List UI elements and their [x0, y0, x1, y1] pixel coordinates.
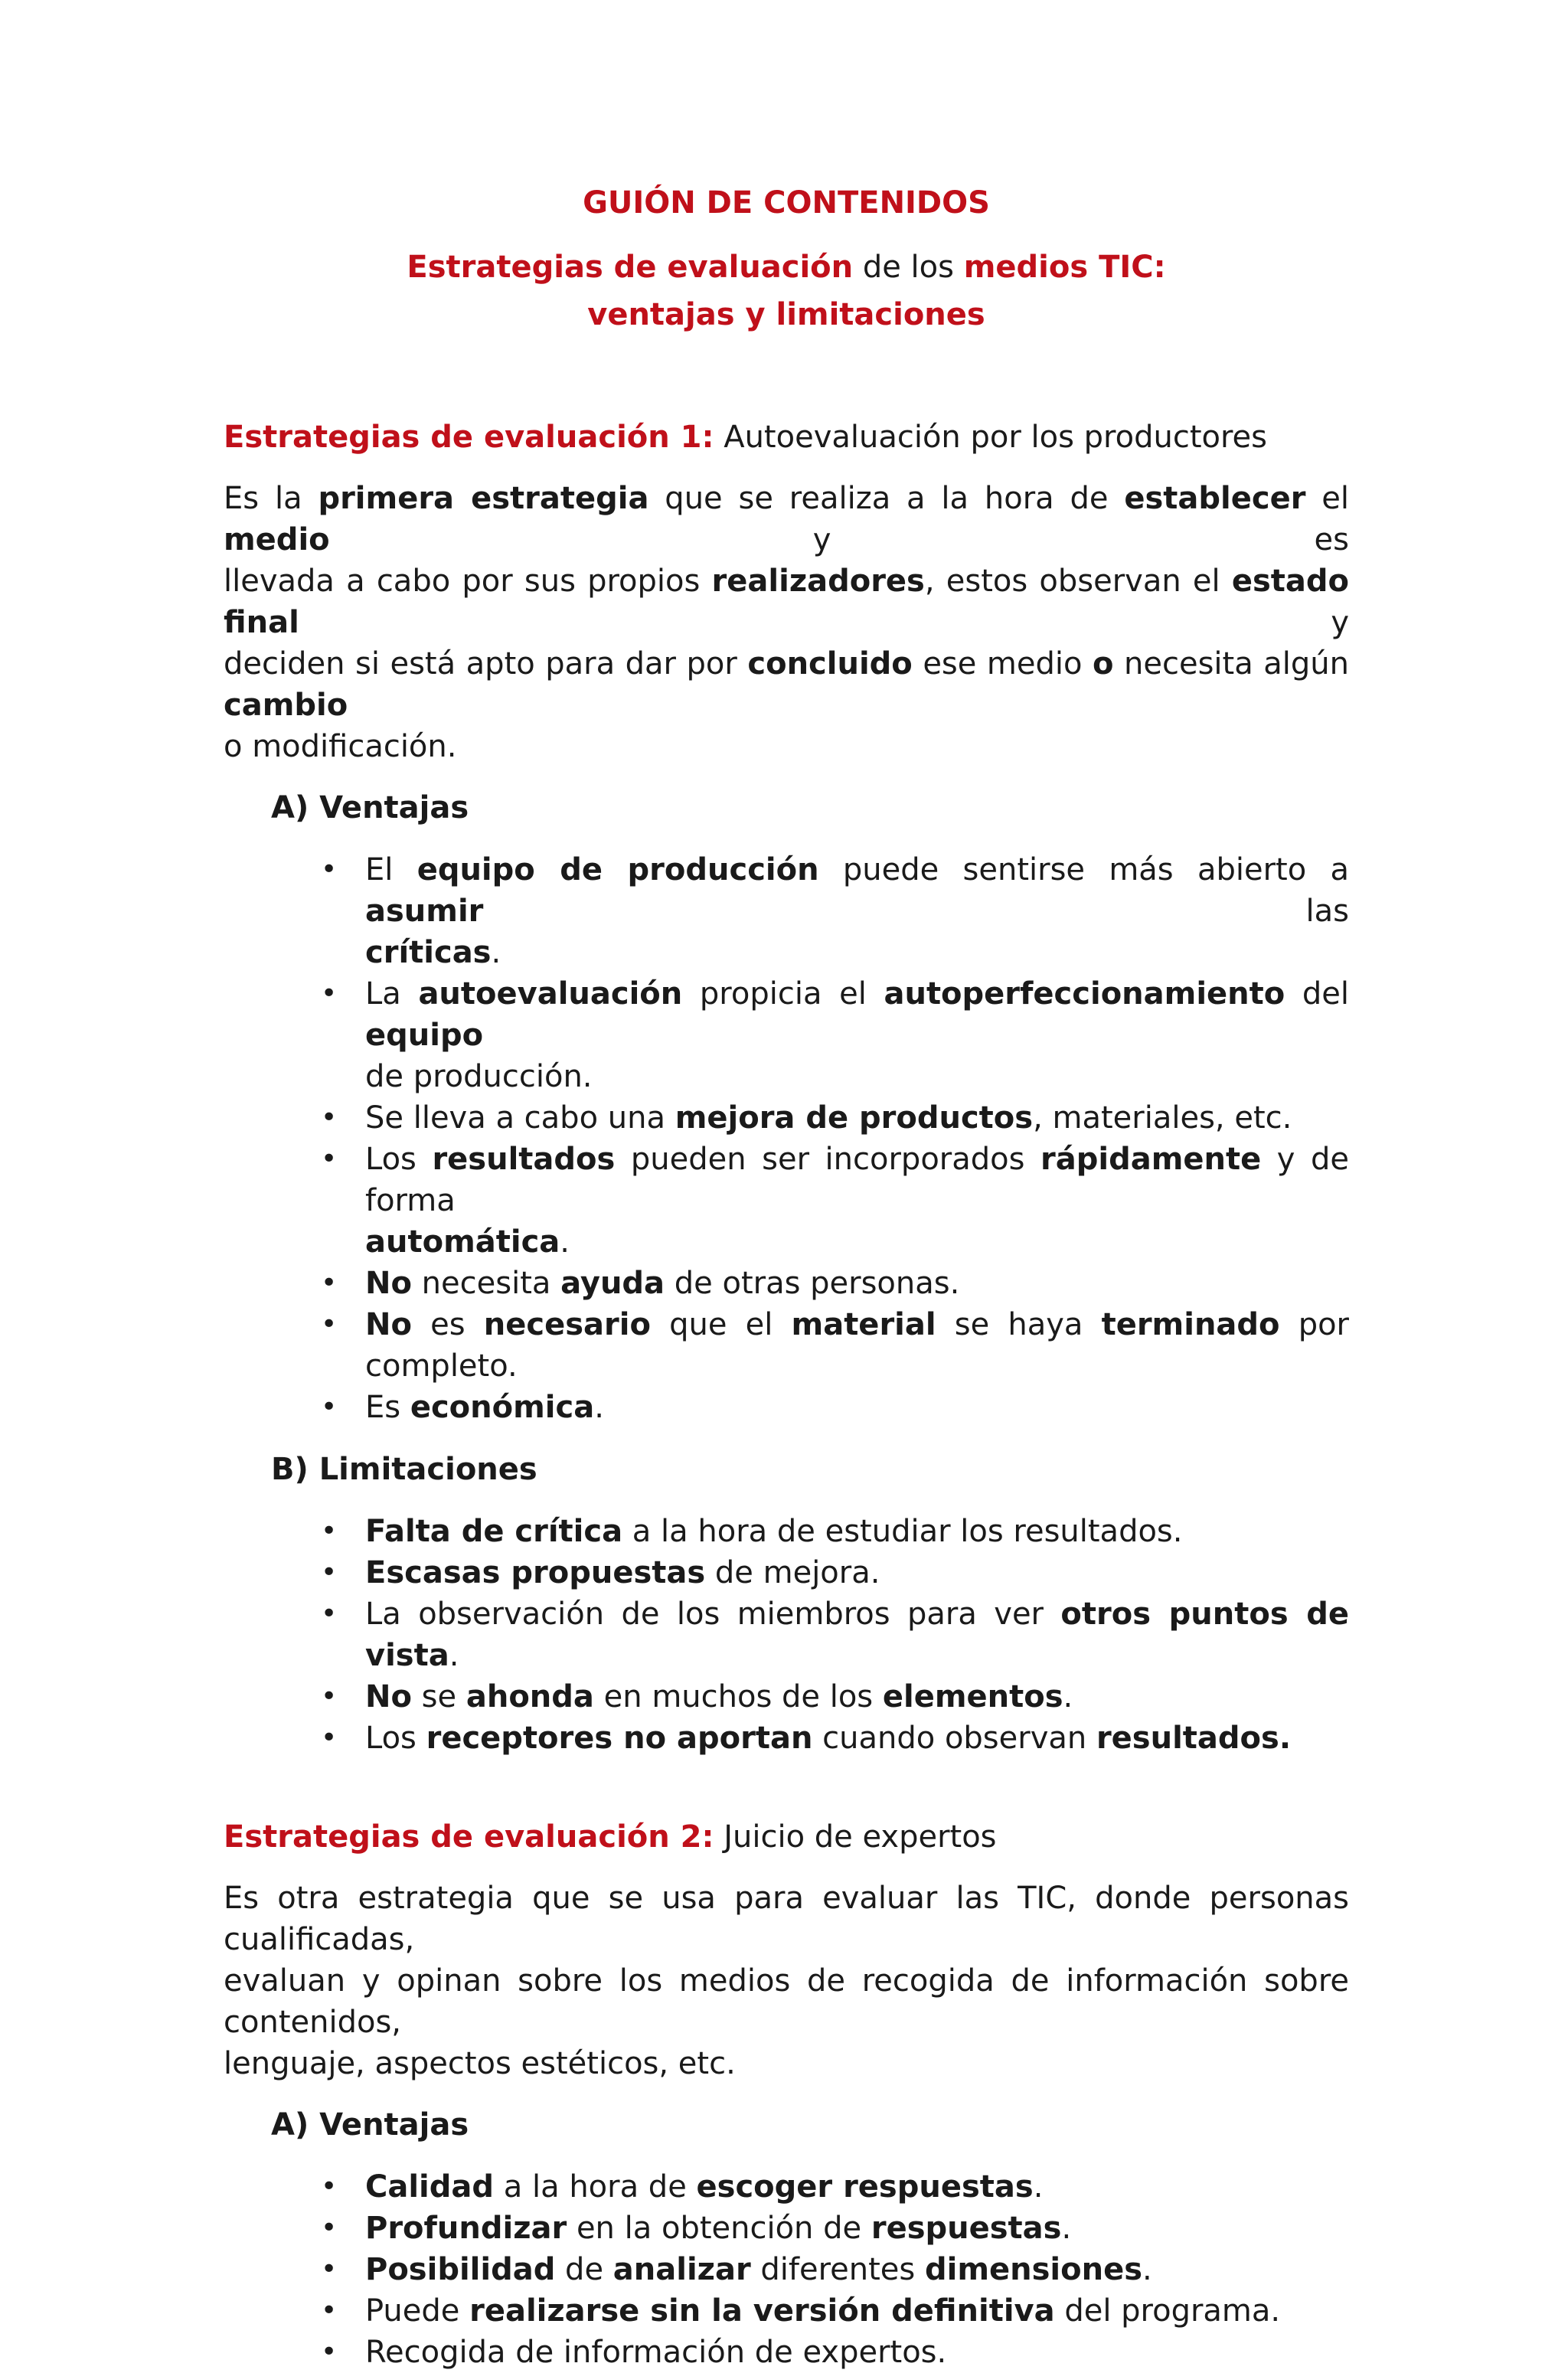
- bold-text: realizadores: [711, 564, 925, 599]
- bullet-item: [321, 2166, 1349, 2208]
- bold-text: necesario: [483, 1307, 651, 1342]
- bold-text: material: [791, 1307, 936, 1342]
- bullet-line: El equipo de producción puede sentirse más abierto a asumir las: [365, 852, 1349, 929]
- bullet-icon: •: [321, 2171, 338, 2202]
- bullet-icon: •: [321, 1267, 338, 1299]
- bold-text: establecer: [1124, 481, 1306, 516]
- bullet-icon: •: [321, 1557, 338, 1588]
- section-2-advantages-heading: A) Ventajas: [271, 2107, 469, 2143]
- bullet-icon: •: [321, 2336, 338, 2368]
- bold-text: escoger respuestas: [696, 2169, 1034, 2205]
- bold-text: Profundizar: [365, 2211, 567, 2246]
- bullet-line: Recogida de información de expertos.: [365, 2335, 947, 2370]
- bold-text: medio: [224, 522, 330, 557]
- bullet-item: [321, 1263, 1349, 1304]
- bold-text: No: [365, 1307, 412, 1342]
- bullet-icon: •: [321, 854, 338, 885]
- bold-text: respuestas: [871, 2211, 1062, 2246]
- bullet-line: Calidad a la hora de escoger respuestas.: [365, 2169, 1044, 2205]
- paragraph-line: llevada a cabo por sus propios realizadores, estos observan el estado final y: [224, 564, 1349, 640]
- section-2-heading: Estrategias de evaluación 2: Juicio de expertos: [224, 1819, 997, 1855]
- bold-text: o: [1093, 646, 1114, 682]
- section-1-advantages-list: [224, 849, 1349, 1428]
- bullet-item: [321, 1552, 1349, 1593]
- bullet-icon: •: [321, 2212, 338, 2244]
- section-1-limitations-list: [224, 1511, 1349, 1759]
- bullet-item: [321, 1139, 1349, 1263]
- section-1-intro: [224, 478, 1349, 767]
- bullet-line: No se ahonda en muchos de los elementos.: [365, 1679, 1073, 1714]
- bold-text: otros puntos de vista: [365, 1597, 1350, 1673]
- paragraph-line: Es la primera estrategia que se realiza a la hora de establecer el medio y es: [224, 481, 1350, 557]
- bold-text: analizar: [612, 2252, 751, 2287]
- bullet-icon: •: [321, 2295, 338, 2326]
- subtitle-line-2: ventajas y limitaciones: [587, 297, 985, 332]
- bold-text: rápidamente: [1040, 1142, 1262, 1177]
- bold-text: Posibilidad: [365, 2252, 556, 2287]
- bullet-icon: •: [321, 978, 338, 1009]
- bold-text: críticas: [365, 935, 492, 970]
- bold-text: receptores no aportan: [426, 1721, 813, 1756]
- bullet-item: [321, 1387, 1349, 1428]
- bullet-icon: •: [321, 1102, 338, 1133]
- bold-text: No: [365, 1266, 412, 1301]
- bullet-line: Escasas propuestas de mejora.: [365, 1555, 880, 1590]
- bullet-line: La observación de los miembros para ver otros puntos de vista.: [365, 1597, 1350, 1673]
- bullet-item: [321, 1097, 1349, 1139]
- bullet-icon: •: [321, 1309, 338, 1340]
- bold-text: elementos: [882, 1679, 1063, 1714]
- bold-text: Falta de crítica: [365, 1514, 623, 1549]
- bullet-line: Se lleva a cabo una mejora de productos, materiales, etc.: [365, 1100, 1292, 1136]
- bold-text: realizarse sin la versión definitiva: [469, 2293, 1055, 2329]
- bold-text: resultados.: [1096, 1721, 1292, 1756]
- bullet-line: Es económica.: [365, 1390, 604, 1425]
- bold-text: cambio: [224, 688, 348, 723]
- paragraph-line: Es otra estrategia que se usa para evaluar las TIC, donde personas cualificadas,: [224, 1881, 1349, 1957]
- bullet-icon: •: [321, 1515, 338, 1547]
- bold-text: No: [365, 1679, 412, 1714]
- section-1-advantages-heading: A) Ventajas: [271, 790, 469, 825]
- bullet-item: [321, 2249, 1349, 2290]
- bold-text: económica: [410, 1390, 595, 1425]
- section-2-intro: [224, 1878, 1349, 2084]
- bullet-item: [321, 1511, 1349, 1552]
- bullet-icon: •: [321, 2254, 338, 2285]
- document-subtitle: [224, 244, 1349, 338]
- bold-text: ahonda: [466, 1679, 594, 1714]
- bullet-icon: •: [321, 1143, 338, 1175]
- bold-text: equipo: [365, 1018, 484, 1053]
- bullet-item: [321, 2208, 1349, 2249]
- bold-text: estado final: [224, 564, 1349, 640]
- bold-text: ayuda: [560, 1266, 665, 1301]
- bullet-icon: •: [321, 1598, 338, 1629]
- subtitle-line-1: Estrategias de evaluación de los medios TIC:: [407, 250, 1166, 285]
- paragraph-line: o modificación.: [224, 729, 457, 764]
- bullet-item: [321, 2290, 1349, 2332]
- bullet-line: La autoevaluación propicia el autoperfeccionamiento del equipo: [365, 976, 1350, 1053]
- bullet-icon: •: [321, 1722, 338, 1754]
- bullet-line: Los resultados pueden ser incorporados rápidamente y de forma: [365, 1142, 1349, 1218]
- bullet-line: críticas.: [365, 935, 501, 970]
- bold-text: equipo de producción: [416, 852, 819, 887]
- bold-text: mejora de productos: [675, 1100, 1034, 1136]
- section-1-limitations-heading: B) Limitaciones: [271, 1452, 537, 1487]
- bullet-item: [321, 1593, 1350, 1676]
- paragraph-line: deciden si está apto para dar por concluido ese medio o necesita algún cambio: [224, 646, 1349, 723]
- section-2-advantages-list: [224, 2166, 1349, 2373]
- bullet-line: Profundizar en la obtención de respuestas.: [365, 2211, 1072, 2246]
- document-title: GUIÓN DE CONTENIDOS: [583, 185, 990, 221]
- bold-text: autoperfeccionamiento: [884, 976, 1285, 1012]
- bullet-item: [321, 973, 1350, 1097]
- bold-text: autoevaluación: [418, 976, 683, 1012]
- bullet-item: [321, 1718, 1349, 1759]
- bullet-line: automática.: [365, 1224, 570, 1260]
- bullet-line: Puede realizarse sin la versión definitiva del programa.: [365, 2293, 1281, 2329]
- paragraph-line: lenguaje, aspectos estéticos, etc.: [224, 2046, 736, 2081]
- bullet-item: [321, 1676, 1349, 1718]
- document-page: [224, 182, 1349, 2373]
- bullet-icon: •: [321, 1391, 338, 1423]
- bold-text: dimensiones: [924, 2252, 1143, 2287]
- bullet-line: de producción.: [365, 1059, 593, 1094]
- bold-text: terminado: [1101, 1307, 1280, 1342]
- bold-text: concluido: [747, 646, 913, 682]
- bold-text: primera estrategia: [318, 481, 649, 516]
- bullet-icon: •: [321, 1681, 338, 1712]
- bullet-line: Los receptores no aportan cuando observan resultados.: [365, 1721, 1292, 1756]
- bullet-line: No es necesario que el material se haya terminado por completo.: [365, 1307, 1350, 1384]
- bold-text: Escasas propuestas: [365, 1555, 706, 1590]
- section-1-heading: Estrategias de evaluación 1: Autoevaluación por los productores: [224, 420, 1267, 455]
- bullet-line: No necesita ayuda de otras personas.: [365, 1266, 960, 1301]
- paragraph-line: evaluan y opinan sobre los medios de recogida de información sobre contenidos,: [224, 1963, 1349, 2040]
- bold-text: Calidad: [365, 2169, 495, 2205]
- bullet-item: [321, 1304, 1350, 1387]
- bold-text: automática: [365, 1224, 560, 1260]
- bullet-item: [321, 849, 1349, 973]
- bullet-item: [321, 2332, 1349, 2373]
- bullet-line: Falta de crítica a la hora de estudiar los resultados.: [365, 1514, 1183, 1549]
- bold-text: asumir: [365, 894, 484, 929]
- bullet-line: Posibilidad de analizar diferentes dimensiones.: [365, 2252, 1152, 2287]
- bold-text: resultados: [432, 1142, 616, 1177]
